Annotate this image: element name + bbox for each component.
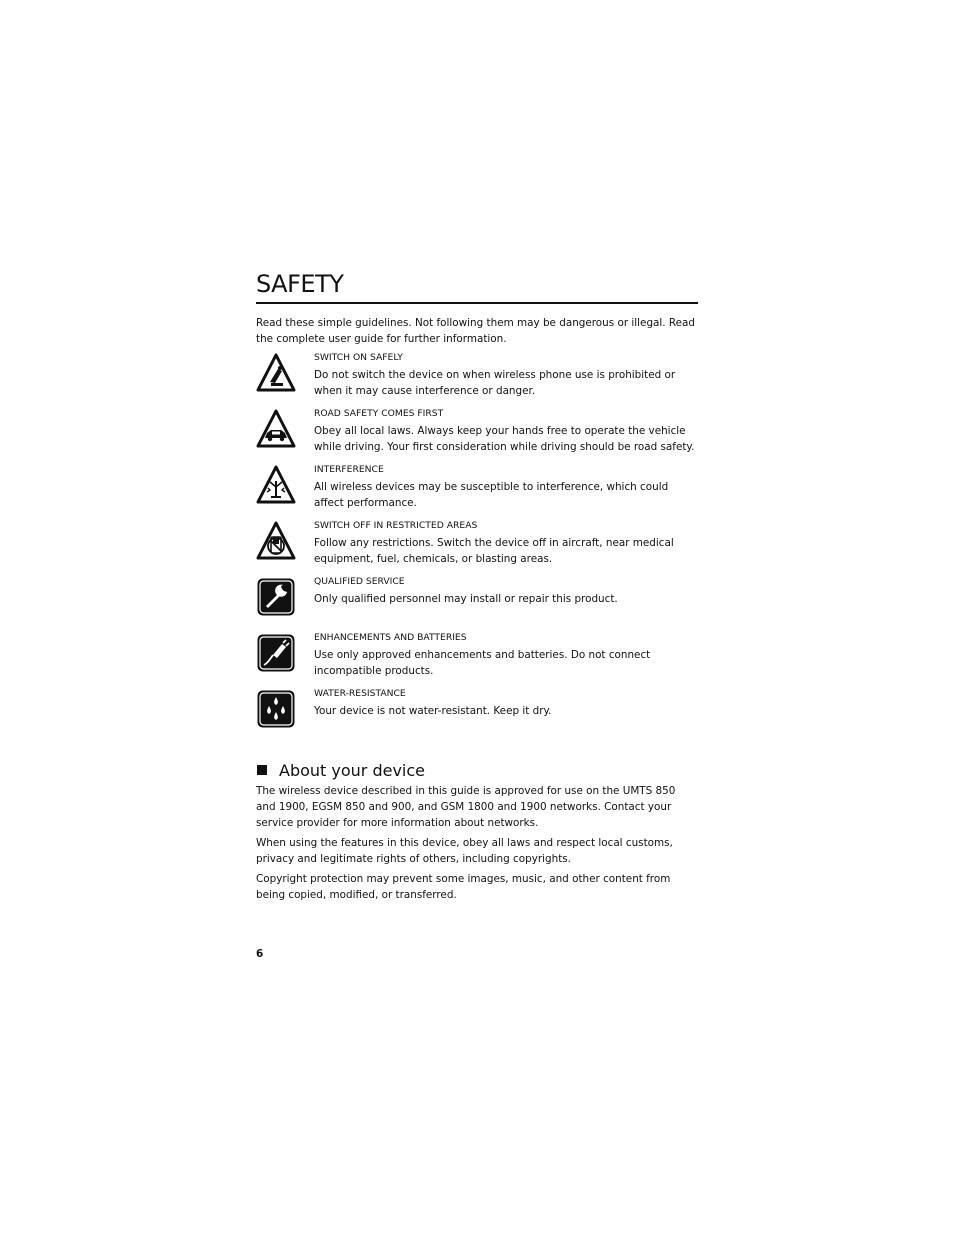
car-warning-icon	[256, 409, 296, 449]
safety-body: Do not switch the device on when wireless phone use is prohibited or when it may cause interference or danger.	[314, 369, 676, 397]
safety-item-qualified-service	[256, 575, 698, 631]
title-rule	[256, 302, 698, 304]
safety-item-restricted-areas	[256, 519, 698, 575]
safety-heading: SWITCH ON SAFELY	[314, 352, 403, 363]
about-paragraph: Copyright protection may prevent some images, music, and other content from being copied, modified, or transferred.	[256, 873, 671, 901]
safety-heading: QUALIFIED SERVICE	[314, 576, 405, 587]
safety-text	[314, 463, 698, 511]
safety-body: Only qualified personnel may install or repair this product.	[314, 593, 618, 605]
about-paragraph: When using the features in this device, obey all laws and respect local customs, privacy and legitimate rights of others, including copyrights.	[256, 837, 673, 865]
page-title: SAFETY	[256, 270, 344, 298]
safety-heading: INTERFERENCE	[314, 464, 384, 475]
safety-text	[314, 351, 698, 399]
safety-item-enhancements-batteries	[256, 631, 698, 687]
safety-item-water-resistance	[256, 687, 698, 743]
hand-phone-warning-icon	[256, 353, 296, 393]
page-content	[256, 266, 698, 907]
water-drops-icon	[256, 689, 296, 729]
safety-text	[314, 407, 698, 455]
about-section-title: About your device	[279, 760, 426, 780]
plug-cable-icon	[256, 633, 296, 673]
safety-item-road-safety	[256, 407, 698, 463]
safety-text	[314, 631, 698, 679]
safety-body: Obey all local laws. Always keep your hands free to operate the vehicle while driving. Your first consideration while driving should be road safety.	[314, 425, 695, 453]
safety-item-interference	[256, 463, 698, 519]
safety-text	[314, 575, 698, 607]
safety-text	[314, 687, 698, 719]
about-section-header	[256, 757, 698, 783]
no-phone-warning-icon	[256, 521, 296, 561]
safety-heading: ROAD SAFETY COMES FIRST	[314, 408, 444, 419]
wrench-icon	[256, 577, 296, 617]
safety-text	[314, 519, 698, 567]
safety-item-switch-on-safely	[256, 351, 698, 407]
safety-body: All wireless devices may be susceptible to interference, which could affect performance.	[314, 481, 669, 509]
safety-heading: ENHANCEMENTS AND BATTERIES	[314, 632, 467, 643]
intro-text: Read these simple guidelines. Not following them may be dangerous or illegal. Read the complete user guide for further information.	[256, 317, 696, 345]
safety-heading: SWITCH OFF IN RESTRICTED AREAS	[314, 520, 478, 531]
safety-body: Use only approved enhancements and batteries. Do not connect incompatible products.	[314, 649, 651, 677]
about-paragraph: The wireless device described in this guide is approved for use on the UMTS 850 and 1900, EGSM 850 and 900, and GSM 1800 and 1900 networks. Contact your service provider for more information about networks.	[256, 785, 676, 829]
safety-heading: WATER-RESISTANCE	[314, 688, 406, 699]
safety-body: Your device is not water-resistant. Keep it dry.	[314, 705, 552, 717]
interference-warning-icon	[256, 465, 296, 505]
page-number: 6	[256, 948, 264, 960]
safety-body: Follow any restrictions. Switch the device off in aircraft, near medical equipment, fuel, chemicals, or blasting areas.	[314, 537, 674, 565]
section-bullet-square	[257, 765, 267, 775]
